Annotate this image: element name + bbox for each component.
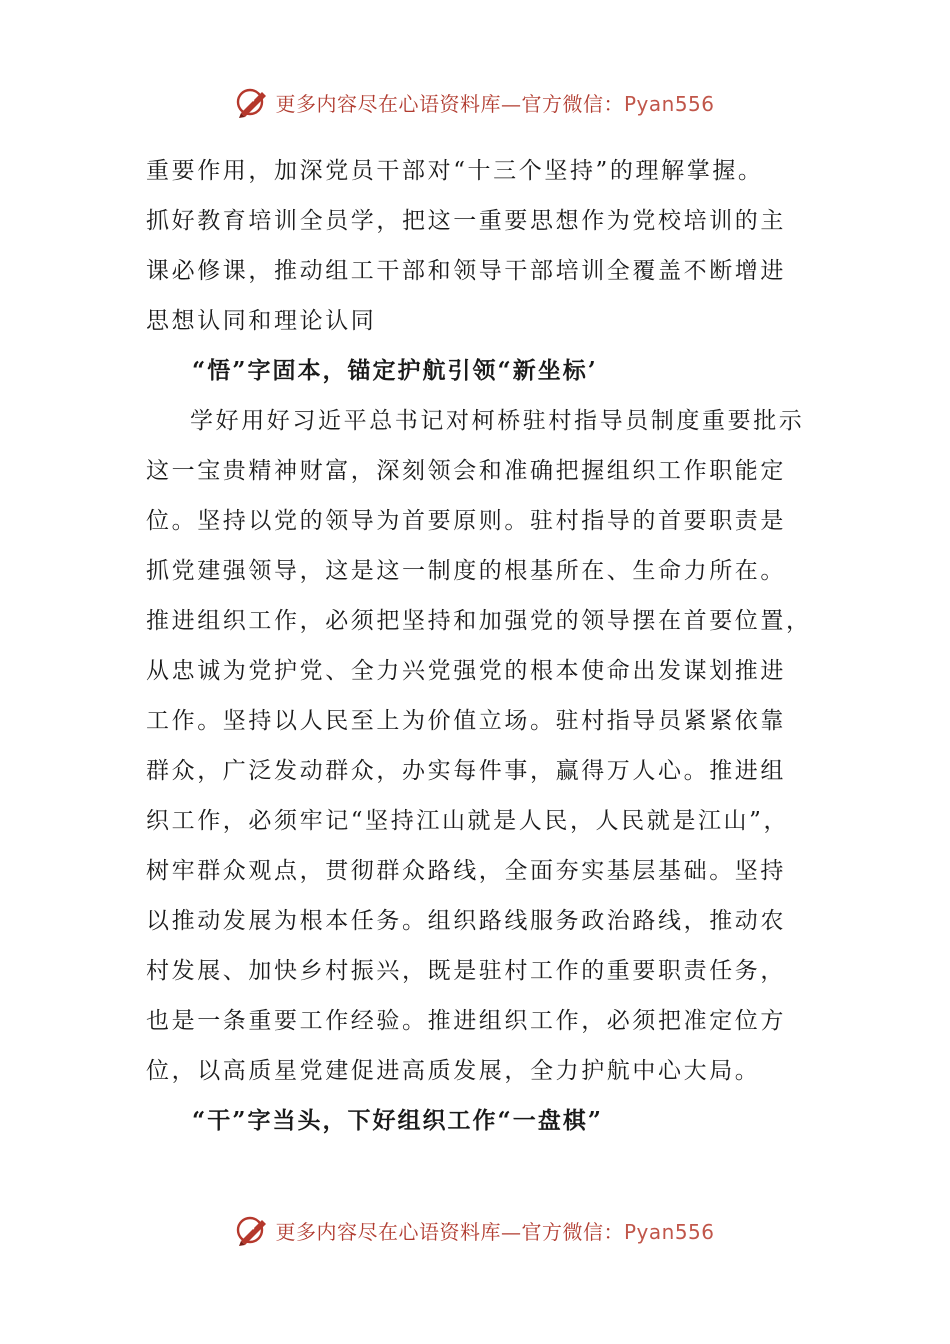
watermark-text [275,88,714,117]
section-heading: “悟”字固本，锚定护航引领“新坐标’ [192,357,598,384]
paragraph-line: 也是一条重要工作经验。推进组织工作，必须把准定位方 [146,1008,786,1034]
paragraph-line: 抓党建强领导，这是这一制度的根基所在、生命力所在。 [146,558,786,584]
footer-watermark-banner [0,1208,950,1252]
paragraph-line: 重要作用，加深党员干部对“十三个坚持”的理解掌握。 [146,158,764,184]
paragraph-line: 村发展、加快乡村振兴，既是驻村工作的重要职责任务， [146,958,786,984]
watermark-text [275,1216,714,1245]
paragraph-line: 学好用好习近平总书记对柯桥驻村指导员制度重要批示 [190,408,805,434]
watermark-wechat-id: Pyan556 [623,91,715,116]
document-body [146,146,812,1146]
section-heading: “干”字当头，下好组织工作“一盘棋” [192,1107,603,1134]
paragraph-line: 课必修课，推动组工干部和领导干部培训全覆盖不断增进 [146,258,786,284]
paragraph-line: 树牢群众观点，贯彻群众路线，全面夯实基层基础。坚持 [146,858,786,884]
paragraph-line: 推进组织工作，必须把坚持和加强党的领导摆在首要位置， [146,608,812,634]
paragraph-line: 从忠诚为党护党、全力兴党强党的根本使命出发谋划推进 [146,658,786,684]
paragraph-line: 群众，广泛发动群众，办实每件事，赢得万人心。推进组 [146,758,786,784]
watermark-wechat-id: Pyan556 [623,1219,715,1244]
paragraph-line: 位。坚持以党的领导为首要原则。驻村指导的首要职责是 [146,508,786,534]
paragraph-line: 位，以高质星党建促进高质发展，全力护航中心大局。 [146,1058,761,1084]
paragraph-line: 这一宝贵精神财富，深刻领会和准确把握组织工作职能定 [146,458,786,484]
pen-logo-icon [235,85,269,119]
paragraph-line: 织工作，必须牢记“坚持江山就是人民，人民就是江山”， [146,808,790,834]
paragraph-line: 以推动发展为根本任务。组织路线服务政治路线，推动农 [146,908,786,934]
paragraph-line: 抓好教育培训全员学，把这一重要思想作为党校培训的主 [146,208,786,234]
header-watermark-banner [0,80,950,124]
paragraph-line: 思想认同和理论认同 [146,308,377,334]
watermark-site-label: 更多内容尽在心语资料库—官方微信： [275,91,624,116]
pen-logo-icon [235,1213,269,1247]
paragraph-line: 工作。坚持以人民至上为价值立场。驻村指导员紧紧依靠 [146,708,786,734]
watermark-site-label: 更多内容尽在心语资料库—官方微信： [275,1219,624,1244]
